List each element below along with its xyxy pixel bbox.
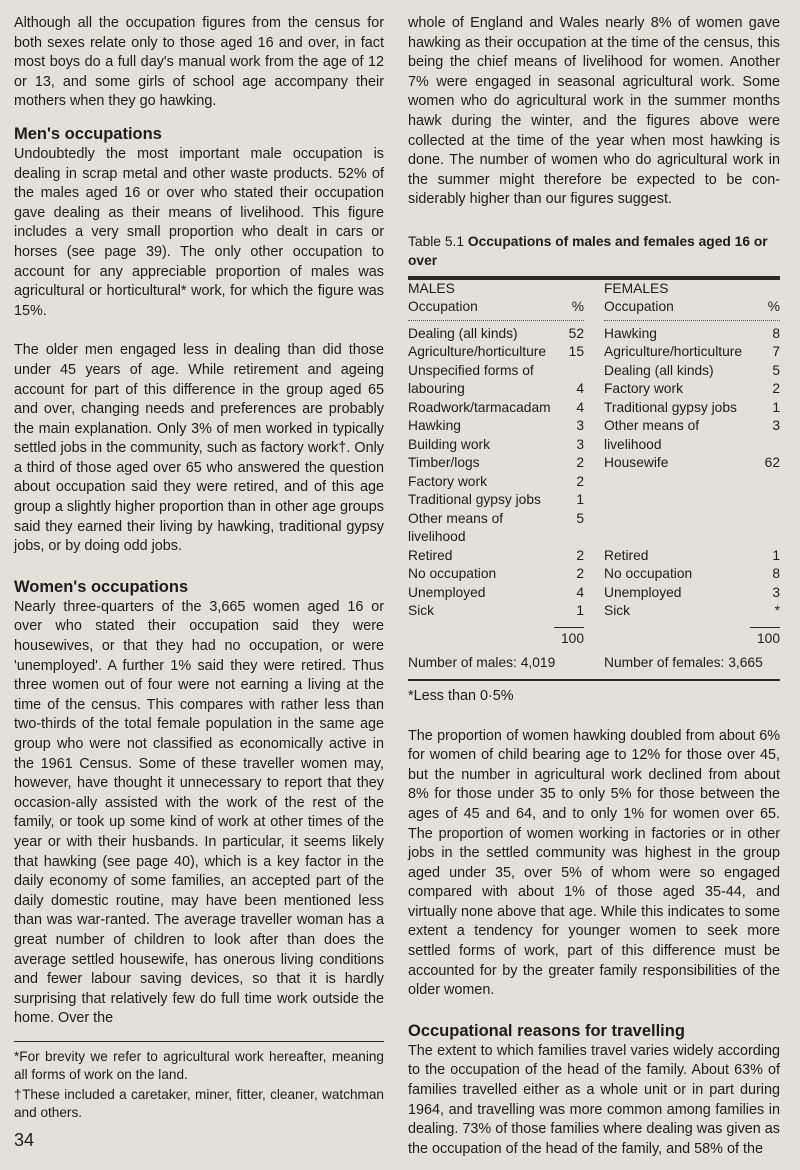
females-sum-line [750,627,780,628]
males-occupation-label: Unemployed [408,584,486,600]
males-percent-value: 2 [576,455,584,471]
females-row [604,584,780,603]
females-occupation-label: No occupation [604,566,693,582]
males-occupation-label: Hawking [408,418,461,434]
males-percent-value [562,362,584,381]
females-row [604,399,780,418]
females-percent-value: 3 [772,418,780,434]
females-occupation-label: Agriculture/horticulture [604,344,743,360]
males-percent-value: 4 [576,399,584,415]
females-occupation-label: Dealing (all kinds) [604,362,714,378]
intro-paragraph: Although all the occupation figures from the census for both sexes relate only to those aged 16 and over, in fact most boys do a full day's manual work from the age of 12 or 13, and some girls of school age accompany their mothers when they go hawking. [14,15,384,110]
travelling-heading: Occupational reasons for travelling [408,1021,685,1040]
left-column [14,14,384,1122]
males-percent-value: 2 [576,473,584,489]
males-column [408,280,592,649]
males-row [408,325,584,344]
females-percent-value: 8 [772,325,780,341]
females-row [604,602,780,621]
females-row [604,362,780,381]
females-occupation-label: Housewife [604,455,669,471]
males-occupation-label: Factory work [408,473,487,489]
females-total: 100 [756,630,780,646]
males-count: Number of males: 4,019 [408,655,556,671]
females-row [604,454,780,473]
males-occupation-label: labouring [408,381,465,397]
males-occupation-label: Roadwork/tarmacadam [408,399,551,415]
males-occupation-label: Agriculture/horticulture [408,344,547,360]
proportion-paragraph: The proportion of women hawking doubled from about 6% for women of child bearing age to 12% for those over 45, but the number in agricultural work declined from about 8% for those under 35 to only 5% for those between the ages of 45 and 64, and to only 1% for women over 65. The proportion of women working in factories or in other jobs in the settled community was highest in the group aged under 35, over 5% of whom were so engaged compared with about 1% of those aged 35-44, and virtually none above that age. While this indicates to some extent a tendency for younger women to seek more settled forms of work, part of this difference must be accounted for by the greater family responsibilities of the older women. [408,727,780,999]
females-occupation-label: Retired [604,547,649,563]
females-percent-header: % [767,299,780,315]
females-percent-value: * [774,603,780,619]
females-occupation-label: Hawking [604,325,657,341]
females-row [604,343,780,362]
females-header-row [604,298,780,317]
males-percent-value: 3 [576,436,584,452]
table-counts-row [408,654,780,673]
females-header-divider [604,320,780,321]
males-row [408,343,584,362]
males-sum-line [554,627,584,628]
occupations-table [408,280,780,649]
table-bottom-rule [408,679,780,681]
males-occupation-label: Sick [408,603,435,619]
page-number: 34 [14,1130,35,1150]
males-occupation-label: Other means of livelihood [408,510,504,545]
table-note: *Less than 0·5% [408,687,514,704]
males-occupation-label: Retired [408,547,453,563]
males-occupation-label: Building work [408,436,491,452]
males-row [408,547,584,566]
females-row [604,417,780,454]
males-header-divider [408,320,584,321]
females-occupation-label: Other means of livelihood [604,418,700,452]
males-row [408,454,584,473]
table-label: Table 5.1 [408,233,464,249]
males-percent-value: 1 [576,492,584,508]
males-percent-header: % [571,299,584,315]
women-paragraph-1: Nearly three-quarters of the 3,665 women aged 16 or over who stated their occupation said they were housewives, or that they had no occupation, or were 'unemployed'. A further 1% said they were retired. Thus three women out of four were not earning a living at the time of the census. This compares with rather less than two-thirds of the total female population in the same age group who were not classified as economically active in the 1961 Census. Some of these traveller women may, however, have thought it unnecessary to report that they occasion-ally assisted with the work of the rest of the family, or took up some kind of work at other times of the year or with their husbands. In particular, it seems likely that hawking (see page 40), which is a key factor in the daily economy of some families, an accepted part of the daily domestic routine, may have been mentioned less than was war-ranted. The average traveller woman has a great number of children to look after than does the average settled housewife, has onerous living conditions and fewer labour saving devices, so that it is hardly surprising that relatively few do full time work outside the home. Over the [14,598,384,1027]
males-row [408,399,584,418]
males-row [408,602,584,621]
females-percent-value: 1 [772,547,780,563]
males-total: 100 [560,630,584,646]
males-percent-value: 52 [568,325,584,341]
right-column [408,14,780,1159]
males-row [408,565,584,584]
males-row [408,584,584,603]
males-row [408,473,584,492]
footnote-agricultural: *For brevity we refer to agricultural work hereafter, meaning all forms of work on the land. [14,1048,384,1082]
females-column [592,280,780,649]
table-title: Occupations of males and females aged 16 or over [408,233,768,268]
males-row [408,380,584,399]
males-occupation-label: Dealing (all kinds) [408,325,518,341]
males-percent-value: 2 [576,566,584,582]
travelling-paragraph: The extent to which families travel varies widely according to the occupation of the head of the family. About 63% of families travelled either as a whole unit or in part during 1964, and travelling was more common among families in dealing. 73% of those families where dealing was given as the occupation of the head of the family, and 58% of the [408,1042,780,1157]
table-caption [408,232,780,270]
men-paragraph-1: Undoubtedly the most important male occupation is dealing in scrap metal and other waste products. 52% of the males aged 16 or over who stated their occupation gave dealing as their means of livelihood. This figure includes a very small proportion who dealt in cars or horses (see page 39). The only other occupation to account for any appreciable proportion of males was agricultural or horticultural* work, for which the figure was 15%. [14,145,384,319]
males-occupation-label: Timber/logs [408,455,480,471]
males-rows [408,325,584,621]
males-percent-value: 3 [576,418,584,434]
footnote-divider [14,1041,384,1042]
females-percent-value: 1 [772,399,780,415]
females-rows-bottom [604,547,780,621]
females-row [604,565,780,584]
women-occupations-heading: Women's occupations [14,577,189,596]
females-title: FEMALES [604,280,669,296]
females-count: Number of females: 3,665 [604,655,763,671]
females-percent-value: 3 [772,584,780,600]
females-percent-value: 62 [764,455,780,471]
females-percent-value: 2 [772,381,780,397]
males-row [408,510,584,547]
females-row [604,380,780,399]
females-occupation-header: Occupation [604,299,674,315]
footnote-settled-jobs: †These included a caretaker, miner, fitter, cleaner, watchman and others. [14,1086,384,1120]
men-occupations-heading: Men's occupations [14,124,162,143]
males-percent-value: 1 [576,603,584,619]
females-rows-top [604,325,780,473]
females-occupation-label: Unemployed [604,584,682,600]
females-occupation-label: Traditional gypsy jobs [604,399,737,415]
males-percent-value: 15 [568,344,584,360]
males-occupation-label: Unspecified forms of [408,362,534,378]
females-row [604,547,780,566]
females-percent-value: 8 [772,566,780,582]
males-percent-value: 5 [576,510,584,526]
males-occupation-header: Occupation [408,299,478,315]
hawking-paragraph: whole of England and Wales nearly 8% of women gave hawking as their occupation at the time of the census, this being the chief means of livelihood for women. Another 7% were engaged in seasonal agricultural work. Some women who do agricultural work in the summer months hawk during the winter, and the figures above were collected at the time of the year when most hawking is done. The number of women who do agricultural work in the summer might therefore be expected to be con-siderably higher than our figures suggest. [408,15,780,208]
males-percent-value: 4 [576,584,584,600]
males-row [408,436,584,455]
males-percent-value: 4 [576,381,584,397]
males-occupation-label: Traditional gypsy jobs [408,492,541,508]
females-occupation-label: Factory work [604,381,683,397]
males-title: MALES [408,280,455,296]
males-row [408,417,584,436]
males-percent-value: 2 [576,547,584,563]
females-row [604,325,780,344]
men-paragraph-2: The older men engaged less in dealing than did those under 45 years of age. While retirement and ageing account for part of this difference in the group aged 65 and over, changing needs and preferences are probably the main explanation. Only 3% of men worked in typically settled jobs in the community, such as factory work†. Only a third of those aged over 65 who answered the question about occupation said they were retired, and of this age group a slightly higher proportion than in other age groups said they earned their living by hawking, traditional gypsy jobs, or by doing odd jobs. [14,342,384,555]
males-row [408,362,584,381]
males-row [408,491,584,510]
males-header-row [408,298,584,317]
females-occupation-label: Sick [604,603,631,619]
females-percent-value: 5 [772,362,780,378]
males-occupation-label: No occupation [408,566,497,582]
females-percent-value: 7 [772,344,780,360]
